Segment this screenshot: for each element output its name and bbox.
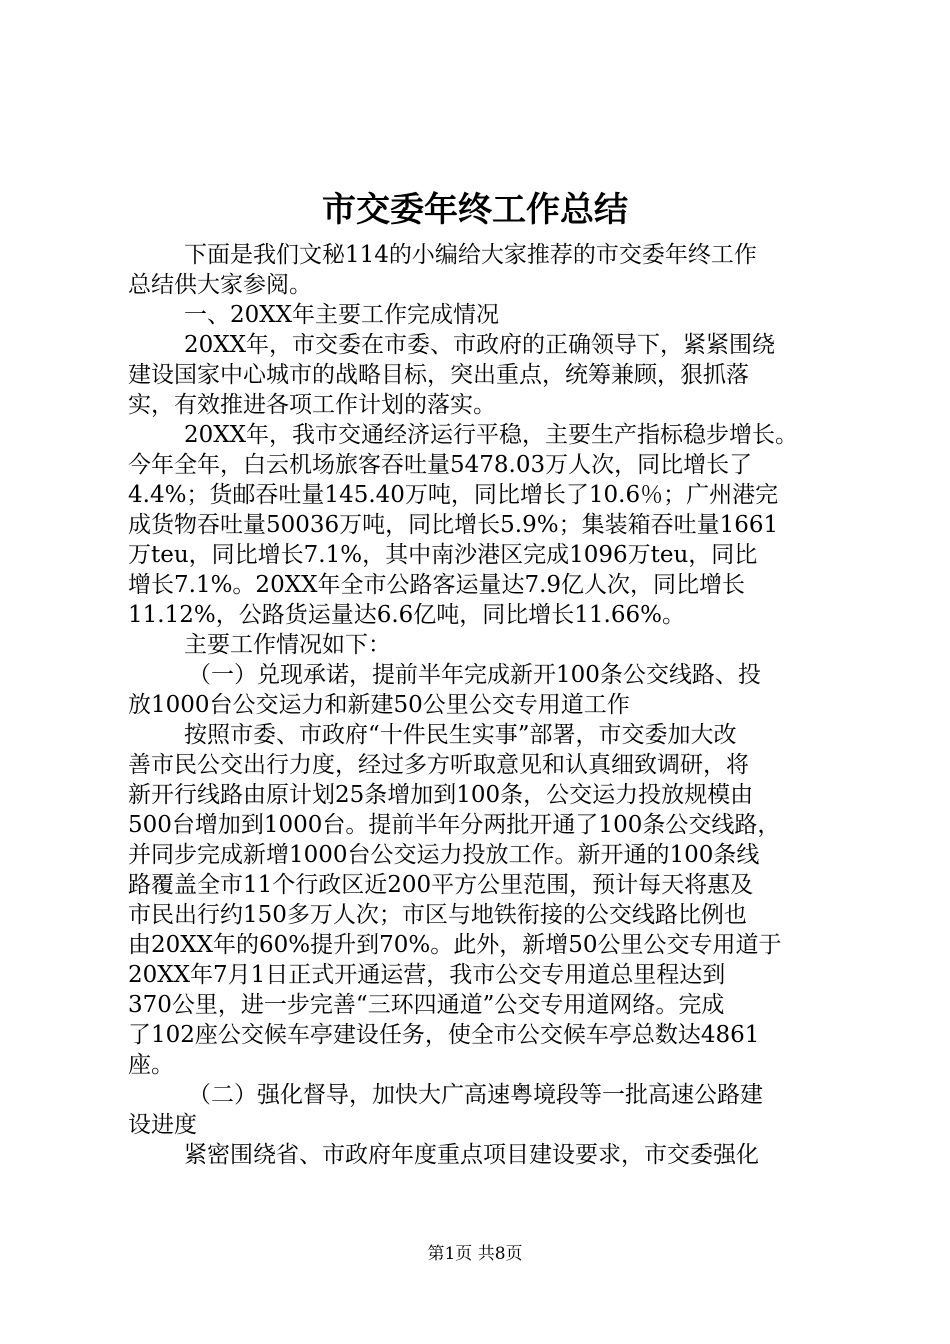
text-line: 建设国家中心城市的战略目标，突出重点，统筹兼顾，狠抓落 [128,362,749,388]
text-line: 增长7.1%。20XX年全市公路客运量达7.9亿人次，同比增长 [128,572,746,598]
text-line: 500台增加到1000台。提前半年分两批开通了100条公交线路， [128,812,781,838]
page-title: 市交委年终工作总结 [322,190,628,230]
text-line: 路覆盖全市11个行政区近200平方公里范围，预计每天将惠及 [128,872,754,898]
text-line: 万teu，同比增长7.1%，其中南沙港区完成1096万teu，同比 [128,542,758,568]
text-line: 按照市委、市政府“十件民生实事”部署，市交委加大改 [184,722,737,748]
text-line: 实，有效推进各项工作计划的落实。 [128,392,496,418]
text-line: 下面是我们文秘114的小编给大家推荐的市交委年终工作 [184,242,757,268]
text-line: 今年全年，白云机场旅客吞吐量5478.03万人次，同比增长了 [128,452,753,478]
subsection-heading: 设进度 [128,1112,197,1138]
text-line: 市民出行约150多万人次；市区与地铁衔接的公交线路比例也 [128,902,747,928]
page-number: 第1页 共8页 [427,1244,523,1264]
text-line: 了102座公交候车亭建设任务，使全市公交候车亭总数达4861 [128,1022,760,1048]
text-line: 紧密围绕省、市政府年度重点项目建设要求，市交委强化 [184,1142,759,1168]
text-line: 成货物吞吐量50036万吨，同比增长5.9%；集装箱吞吐量1661 [128,512,779,538]
text-line: 20XX年7月1日正式开通运营，我市公交专用道总里程达到 [128,962,726,988]
text-line: 11.12%，公路货运量达6.6亿吨，同比增长11.66%。 [128,602,685,628]
text-line: 总结供大家参阅。 [128,272,312,298]
subsection-heading: （一）兑现承诺，提前半年完成新开100条公交线路、投 [188,662,761,688]
text-line: 20XX年，市交委在市委、市政府的正确领导下，紧紧围绕 [184,332,776,358]
text-line: 由20XX年的60%提升到70%。此外，新增50公里公交专用道于 [128,932,782,958]
document-body [128,240,840,1170]
text-line: 370公里，进一步完善“三环四通道”公交专用道网络。完成 [128,992,725,1018]
text-line: 主要工作情况如下： [184,632,391,658]
text-line: 善市民公交出行力度，经过多方听取意见和认真细致调研，将 [128,752,749,778]
text-line: 并同步完成新增1000台公交运力投放工作。新开通的100条线 [128,842,760,868]
text-line: 新开行线路由原计划25条增加到100条，公交运力投放规模由 [128,782,754,808]
section-heading: 一、20XX年主要工作完成情况 [184,302,500,328]
text-line: 座。 [128,1052,174,1078]
subsection-heading: 放1000台公交运力和新建50公里公交专用道工作 [128,692,630,718]
text-line: 20XX年，我市交通经济运行平稳，主要生产指标稳步增长。 [184,422,799,448]
text-line: 4.4%；货邮吞吐量145.40万吨，同比增长了10.6％；广州港完 [128,482,779,508]
subsection-heading: （二）强化督导，加快大广高速粤境段等一批高速公路建 [188,1082,763,1108]
